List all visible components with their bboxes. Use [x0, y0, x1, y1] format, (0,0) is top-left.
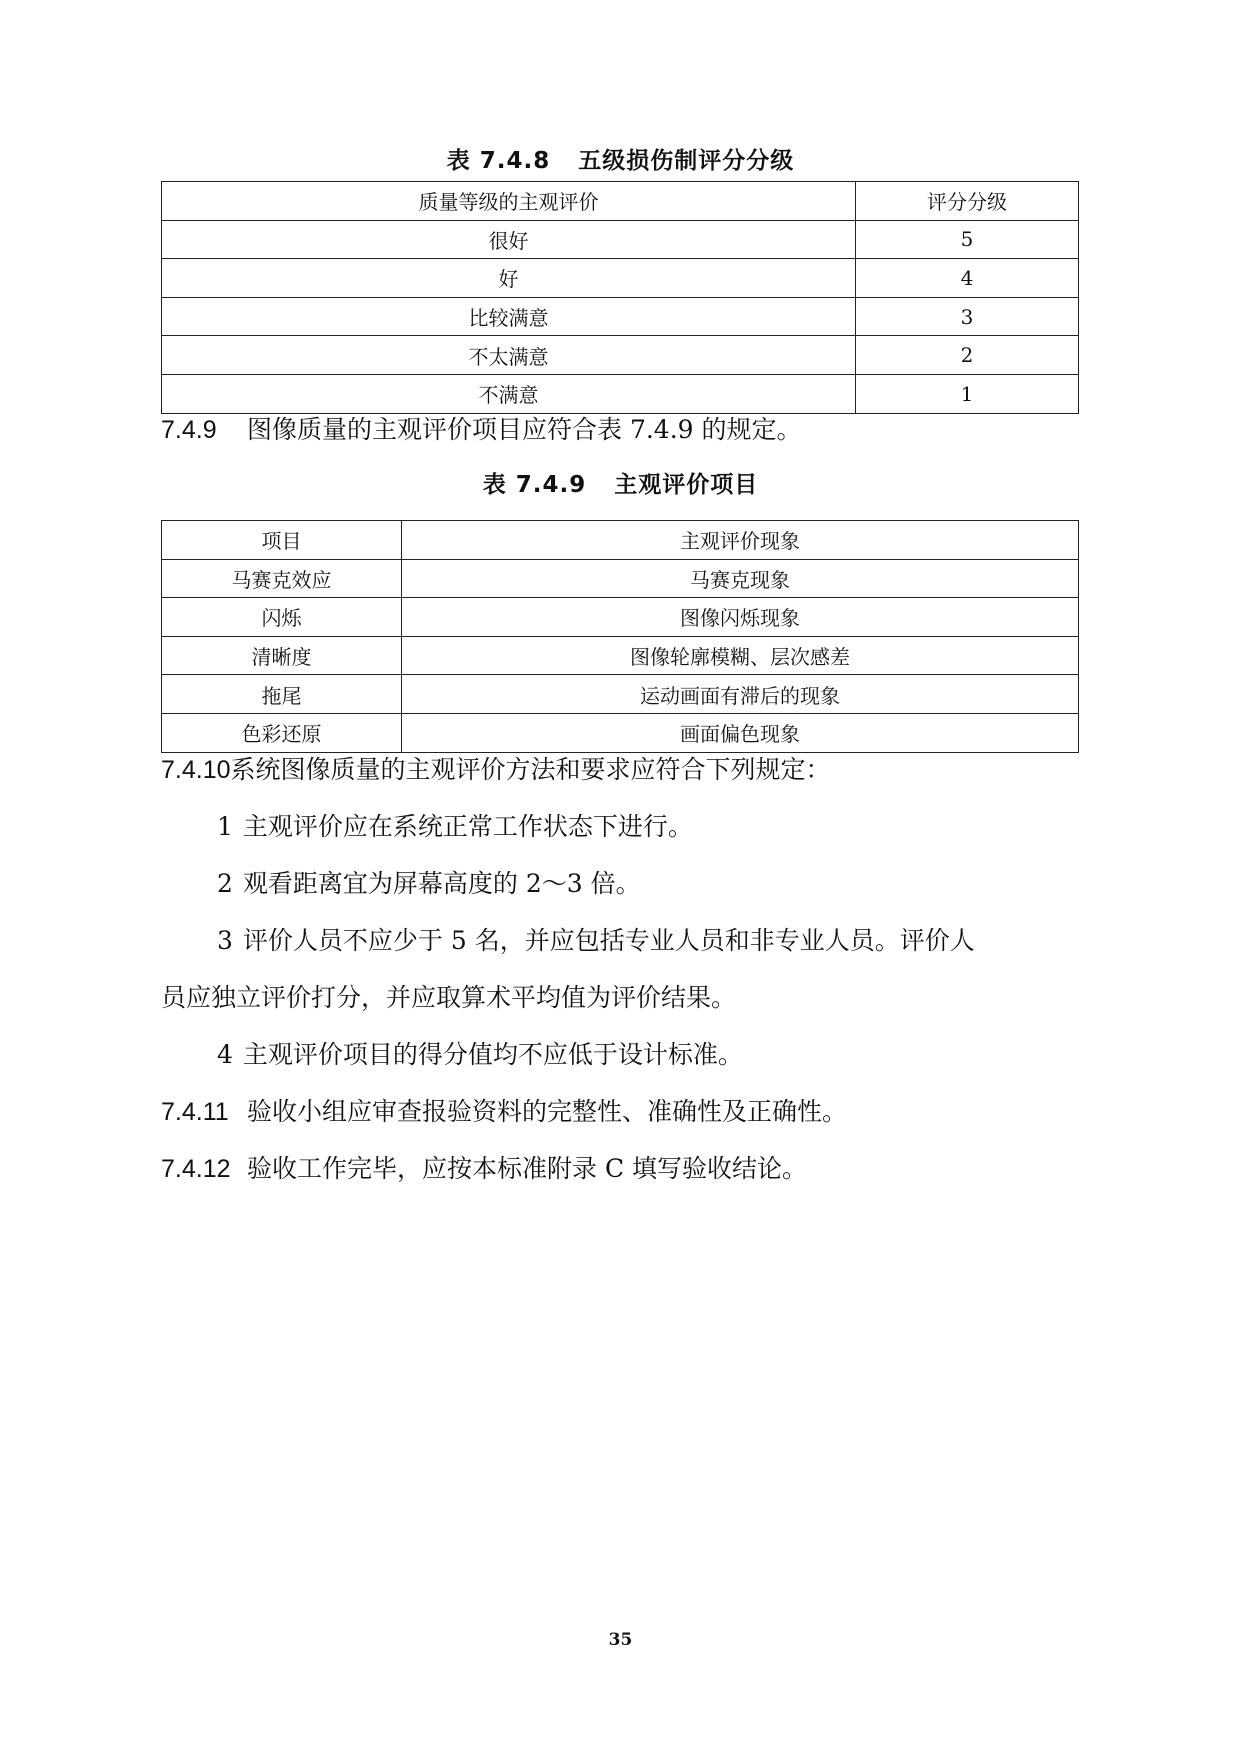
table-cell: 不太满意	[162, 336, 856, 375]
clause-7-4-10	[161, 753, 831, 787]
caption-title: 主观评价项目	[614, 472, 759, 498]
list-item	[217, 924, 975, 958]
table-row	[162, 713, 1079, 752]
table-cell: 1	[856, 374, 1079, 413]
table-cell: 图像闪烁现象	[402, 598, 1079, 637]
header-cell: 质量等级的主观评价	[162, 182, 856, 221]
table-row	[162, 598, 1079, 637]
item-number: 2	[217, 869, 233, 898]
clause-text: 系统图像质量的主观评价方法和要求应符合下列规定：	[230, 755, 831, 784]
clause-text: 图像质量的主观评价项目应符合表 7.4.9 的规定。	[247, 415, 802, 444]
list-item	[217, 1038, 743, 1072]
page-number: 35	[608, 1630, 633, 1650]
list-item	[217, 810, 693, 844]
table-cell: 好	[162, 259, 856, 298]
table-cell: 4	[856, 259, 1079, 298]
table-cell: 3	[856, 297, 1079, 336]
header-cell: 主观评价现象	[402, 521, 1079, 560]
table-cell: 2	[856, 336, 1079, 375]
table-cell: 拖尾	[162, 675, 402, 714]
table-cell: 马赛克效应	[162, 559, 402, 598]
item-text: 主观评价项目的得分值均不应低于设计标准。	[242, 1040, 743, 1069]
table-cell: 画面偏色现象	[402, 713, 1079, 752]
table-row	[162, 220, 1079, 259]
item-number: 3	[217, 926, 233, 955]
table-row	[162, 374, 1079, 413]
clause-text: 验收工作完毕，应按本标准附录 C 填写验收结论。	[247, 1154, 808, 1183]
caption-title: 五级损伤制评分分级	[578, 148, 795, 174]
table-cell: 马赛克现象	[402, 559, 1079, 598]
caption-number: 表 7.4.8	[446, 148, 551, 174]
table-cell: 比较满意	[162, 297, 856, 336]
clause-number: 7.4.10	[161, 756, 231, 784]
clause-number: 7.4.9	[161, 416, 217, 444]
clause-7-4-9	[161, 413, 802, 447]
table-row	[162, 297, 1079, 336]
table-cell: 很好	[162, 220, 856, 259]
caption-number: 表 7.4.9	[482, 472, 587, 498]
table-cell: 5	[856, 220, 1079, 259]
item-text: 评价人员不应少于 5 名，并应包括专业人员和非专业人员。评价人	[242, 926, 975, 955]
clause-text: 验收小组应审查报验资料的完整性、准确性及正确性。	[247, 1097, 848, 1126]
table-row	[162, 259, 1079, 298]
table-row	[162, 559, 1079, 598]
table-cell: 运动画面有滞后的现象	[402, 675, 1079, 714]
table-cell: 不满意	[162, 374, 856, 413]
table-row	[162, 336, 1079, 375]
table-7-4-9	[161, 520, 1079, 753]
header-cell: 评分分级	[856, 182, 1079, 221]
table-row	[162, 675, 1079, 714]
item-text: 观看距离宜为屏幕高度的 2～3 倍。	[242, 869, 641, 898]
table-header-row	[162, 182, 1079, 221]
header-cell: 项目	[162, 521, 402, 560]
item-text: 主观评价应在系统正常工作状态下进行。	[242, 812, 693, 841]
table-7-4-8-caption	[0, 146, 1241, 176]
table-7-4-9-caption	[0, 470, 1241, 500]
clause-7-4-12	[161, 1152, 807, 1186]
list-item	[217, 867, 641, 901]
clause-number: 7.4.12	[161, 1155, 231, 1183]
clause-number: 7.4.11	[161, 1098, 229, 1126]
table-7-4-8	[161, 181, 1079, 414]
clause-7-4-11	[161, 1095, 847, 1129]
table-cell: 闪烁	[162, 598, 402, 637]
table-row	[162, 636, 1079, 675]
table-cell: 清晰度	[162, 636, 402, 675]
table-cell: 图像轮廓模糊、层次感差	[402, 636, 1079, 675]
table-header-row	[162, 521, 1079, 560]
table-cell: 色彩还原	[162, 713, 402, 752]
item-number: 1	[217, 812, 233, 841]
list-item-continuation: 员应独立评价打分，并应取算术平均值为评价结果。	[161, 983, 737, 1012]
item-number: 4	[217, 1040, 233, 1069]
